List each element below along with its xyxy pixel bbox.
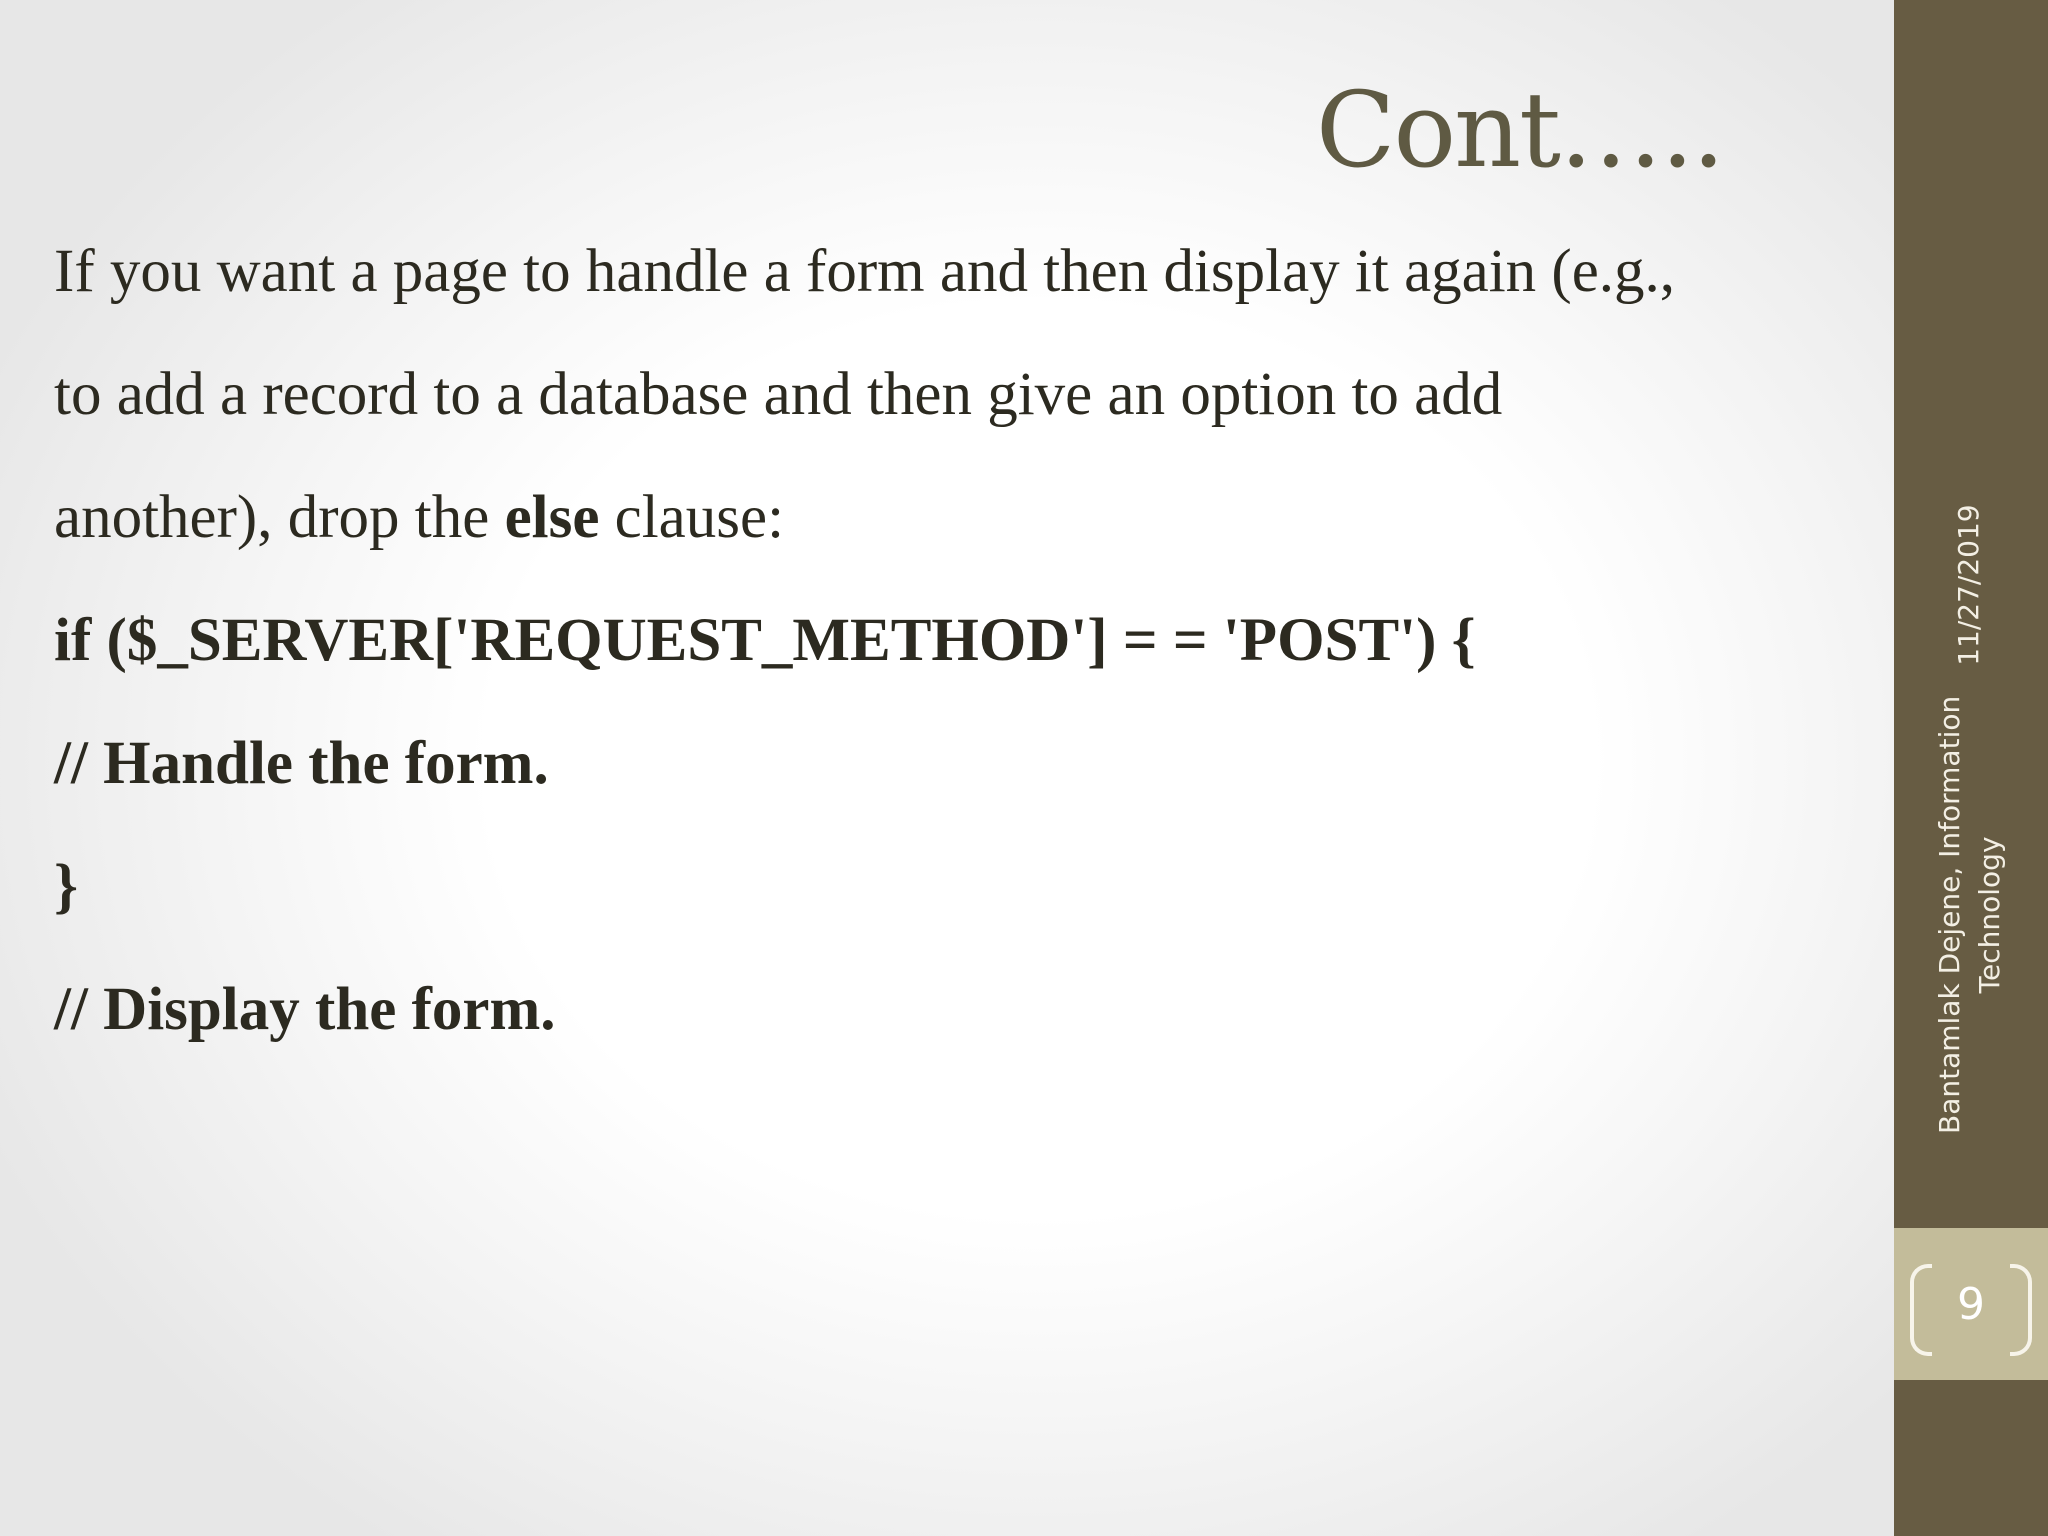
- body-line-3-suffix: clause:: [599, 484, 785, 551]
- page-number-box: [1894, 1228, 2048, 1380]
- body-line-3-prefix: another), drop the: [54, 484, 505, 551]
- code-line-3: }: [54, 853, 79, 920]
- else-keyword: else: [504, 484, 600, 551]
- body-line-1: If you want a page to handle a form and then display it again (e.g.,: [54, 238, 1676, 305]
- slide-date: 11/27/2019: [1952, 504, 1985, 666]
- author-line-1: Bantamlak Dejene, Information: [1933, 695, 1966, 1134]
- body-line-3: [54, 456, 1884, 579]
- body-line-2: to add a record to a database and then give an option to add: [54, 361, 1503, 428]
- code-line-1: if ($_SERVER['REQUEST_METHOD'] = = 'POST') {: [54, 607, 1476, 674]
- slide-body: [54, 210, 1884, 1071]
- author-footer: [1930, 696, 2010, 1134]
- code-line-2: // Handle the form.: [54, 730, 549, 797]
- sidebar-footer-text: [1930, 504, 2010, 1134]
- code-line-4: // Display the form.: [54, 976, 556, 1043]
- slide-title: Cont…..: [1315, 69, 1723, 191]
- page-number: 9: [1957, 1279, 1985, 1330]
- author-line-2: Technology: [1973, 836, 2006, 994]
